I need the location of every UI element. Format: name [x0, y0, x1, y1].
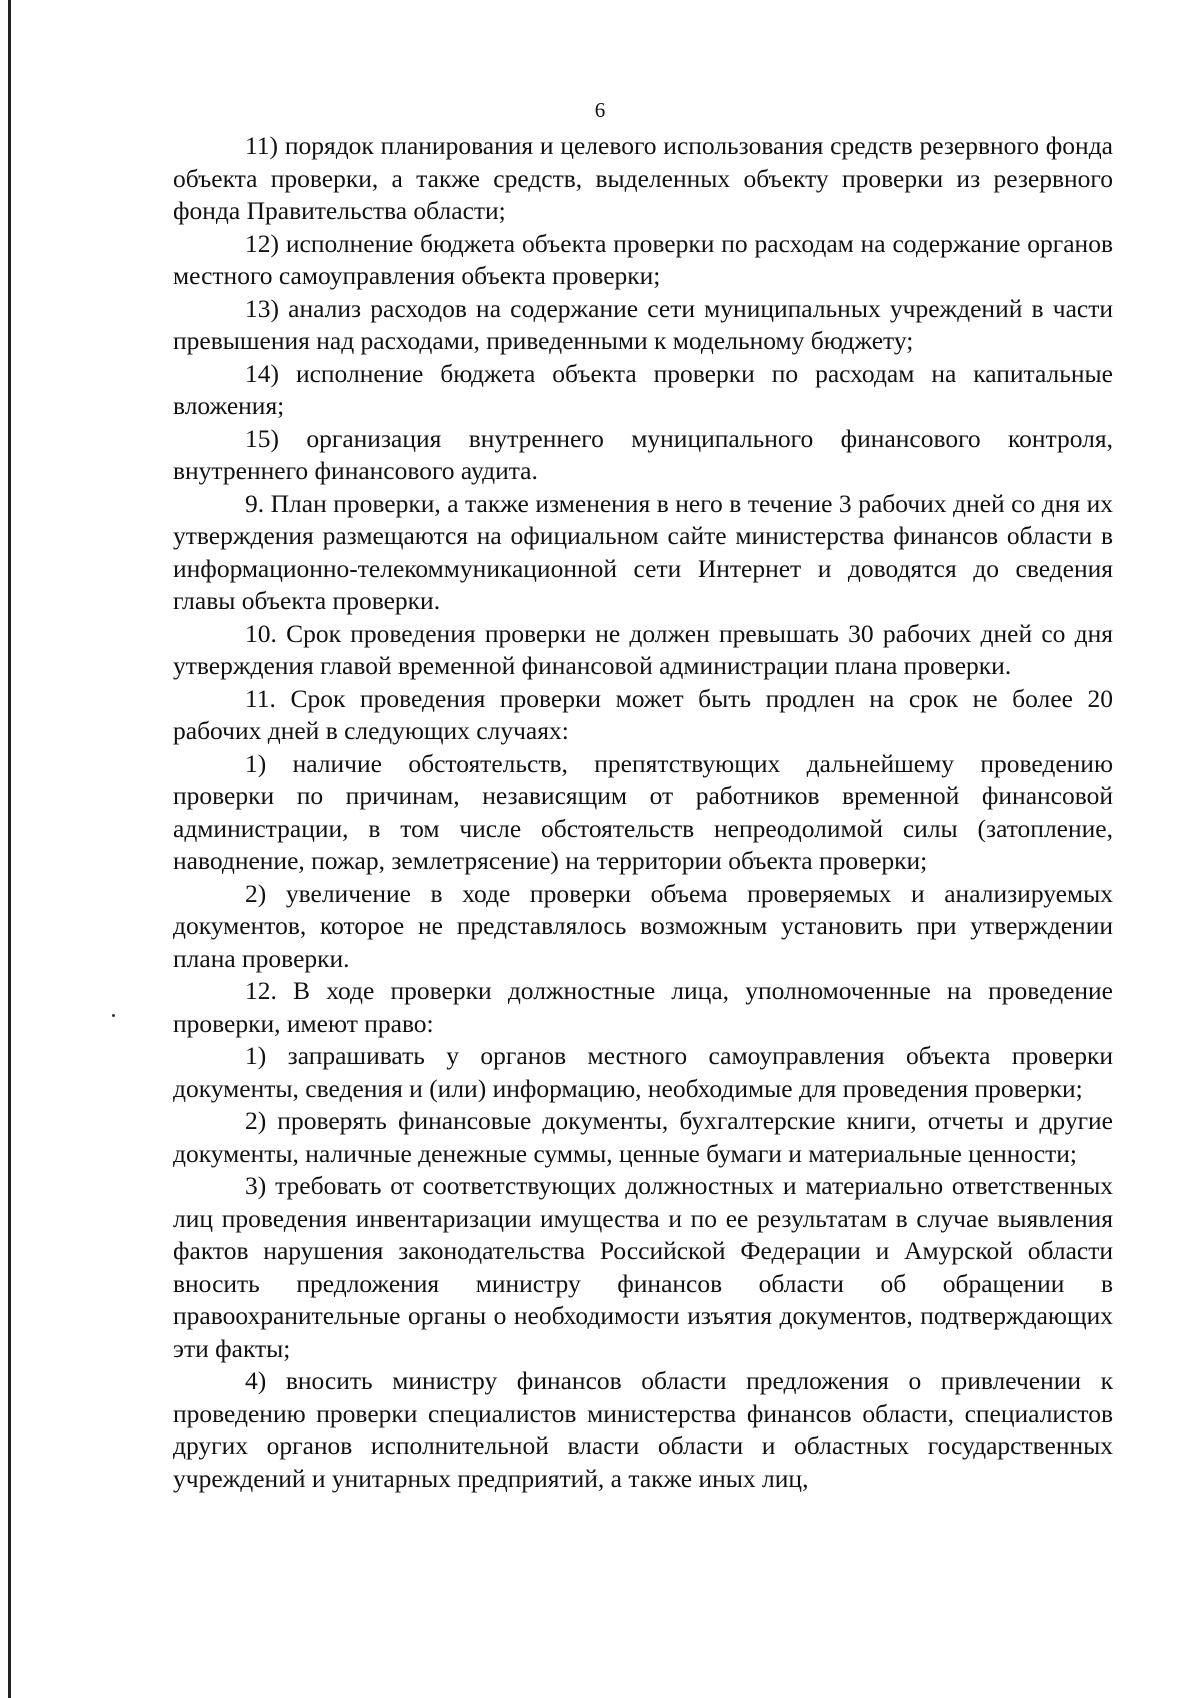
paragraph-section-12-item-1: 1) запрашивать у органов местного самоуправления объекта проверки документы, сведения и (или) информацию, необходимые для проведения проверки; — [173, 1041, 1113, 1103]
paragraph-section-12-item-2: 2) проверять финансовые документы, бухгалтерские книги, отчеты и другие документы, наличные денежные суммы, ценные бумаги и материальные ценности; — [173, 1106, 1113, 1168]
paragraph-section-11-item-2: 2) увеличение в ходе проверки объема проверяемых и анализируемых документов, которое не представлялось возможным установить при утверждении плана проверки. — [173, 878, 1113, 973]
paragraph-section-10: 10. Срок проведения проверки не должен превышать 30 рабочих дней со дня утверждения главой временной финансовой администрации плана проверки. — [173, 618, 1113, 680]
paragraph-item-15: 15) организация внутреннего муниципального финансового контроля, внутреннего финансового аудита. — [173, 423, 1113, 485]
page-edge-line — [8, 0, 11, 1698]
scan-speck — [112, 1014, 115, 1017]
paragraph-section-12-item-3: 3) требовать от соответствующих должностных и материально ответственных лиц проведения инвентаризации имущества и по ее результатам в случае выявления фактов нарушения законодательства Российской Федерации и Амурской области вносить предложения министру финансов области об обращении в правоохранительные органы о необходимости изъятия документов, подтверждающих эти факты; — [173, 1171, 1113, 1363]
paragraph-section-12-item-4: 4) вносить министру финансов области предложения о привлечении к проведению проверки специалистов министерства финансов области, специалистов других органов исполнительной власти области и областных государственных учреждений и унитарных предприятий, а также иных лиц, — [173, 1366, 1113, 1493]
paragraph-section-9: 9. План проверки, а также изменения в него в течение 3 рабочих дней со дня их утверждения размещаются на официальном сайте министерства финансов области в информационно-телекоммуникационной сети Интернет и доводятся до сведения главы объекта проверки. — [173, 488, 1113, 615]
paragraph-item-11: 11) порядок планирования и целевого использования средств резервного фонда объекта проверки, а также средств, выделенных объекту проверки из резервного фонда Правительства области; — [173, 131, 1113, 225]
paragraph-section-11-item-1: 1) наличие обстоятельств, препятствующих дальнейшему проведению проверки по причинам, независящим от работников временной финансовой администрации, в том числе обстоятельств непреодолимой силы (затопление, наводнение, пожар, землетрясение) на территории объекта проверки; — [173, 748, 1113, 875]
paragraph-item-13: 13) анализ расходов на содержание сети муниципальных учреждений в части превышения над расходами, приведенными к модельному бюджету; — [173, 293, 1113, 355]
page-number: 6 — [594, 98, 606, 122]
paragraph-section-12: 12. В ходе проверки должностные лица, уполномоченные на проведение проверки, имеют право: — [173, 976, 1113, 1038]
paragraph-item-12: 12) исполнение бюджета объекта проверки по расходам на содержание органов местного самоуправления объекта проверки; — [173, 228, 1113, 290]
paragraph-item-14: 14) исполнение бюджета объекта проверки по расходам на капитальные вложения; — [173, 358, 1113, 420]
document-body — [173, 130, 1113, 1495]
paragraph-section-11: 11. Срок проведения проверки может быть продлен на срок не более 20 рабочих дней в следующих случаях: — [173, 683, 1113, 745]
